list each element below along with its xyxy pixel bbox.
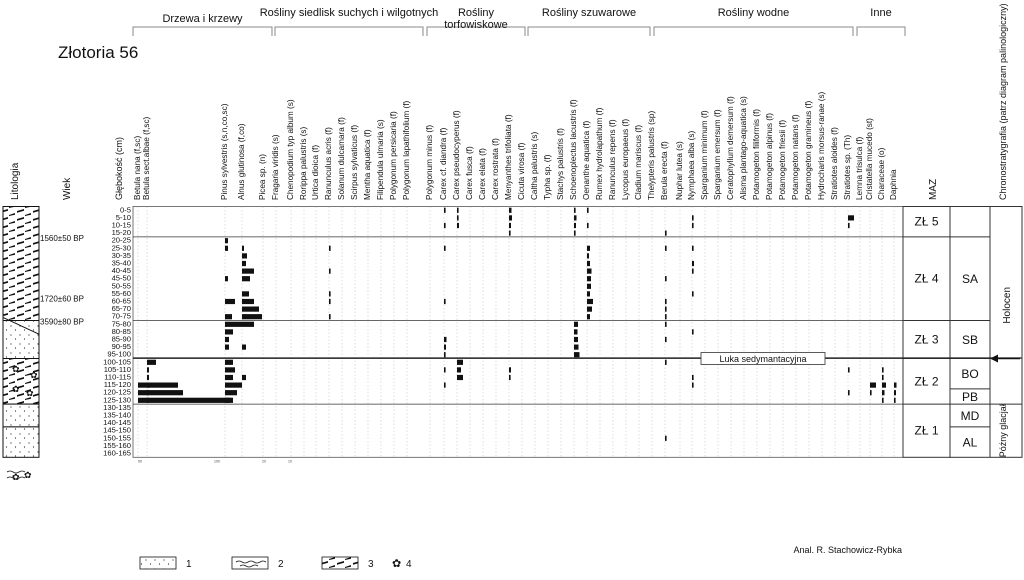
plant-remains-symbol: ✿	[12, 384, 20, 394]
abundance-bar	[587, 246, 590, 251]
abundance-bar	[138, 398, 230, 403]
taxon-label: Schoenoplectus lacustris (f)	[569, 99, 578, 200]
abundance-bar	[848, 223, 850, 228]
analyst-credit: Anal. R. Stachowicz-Rybka	[793, 545, 902, 555]
abundance-bar	[665, 231, 667, 236]
abundance-bar	[665, 322, 667, 327]
depth-label: 95-100	[107, 349, 131, 359]
taxon-label: Alnus glutinosa (f,co)	[237, 123, 246, 200]
abundance-bar	[444, 337, 447, 342]
taxon-label: Cicuta virosa (f)	[517, 142, 526, 200]
plant-remains-symbol: ✿	[30, 370, 38, 380]
abundance-bar	[574, 231, 576, 236]
taxon-label: Daphnia	[889, 169, 898, 200]
abundance-bar	[147, 390, 149, 395]
abundance-bar	[138, 383, 178, 388]
depth-label: 25-30	[111, 243, 131, 253]
abundance-bar	[225, 367, 235, 372]
abundance-bar	[457, 215, 459, 220]
depth-label: 160-165	[103, 448, 131, 458]
taxon-label: Sparganium minimum (f)	[700, 110, 709, 200]
abundance-bar	[665, 246, 667, 251]
abundance-bar	[587, 208, 589, 213]
taxon-label: Ranunculus repens (f)	[608, 119, 617, 200]
abundance-bar	[848, 215, 854, 220]
taxon-label: Oenanthe aquatica (f)	[582, 120, 591, 200]
abundance-bar	[242, 314, 262, 319]
taxon-label: Potamogeton friesii (f)	[778, 119, 787, 200]
period-label-holocene: Holocen	[1002, 286, 1013, 324]
group-bracket	[528, 27, 650, 36]
abundance-bar	[225, 345, 229, 350]
site-title: Złotoria 56	[58, 43, 139, 62]
depth-label: 5-10	[115, 212, 131, 222]
abundance-bar	[692, 383, 694, 388]
chrono-zone-label: BO	[961, 367, 979, 382]
taxon-label: Rorippa palustris (s)	[299, 126, 308, 200]
abundance-bar	[457, 375, 463, 380]
taxon-label: Cladium mariscus (f)	[634, 124, 643, 200]
taxon-label: Rumex hydrolapathum (f)	[595, 107, 604, 200]
age-header: Wiek	[62, 177, 73, 200]
abundance-bar	[225, 322, 242, 327]
abundance-bar	[587, 284, 591, 289]
abundance-bar	[242, 269, 254, 274]
depth-label: 45-50	[111, 273, 131, 283]
abundance-bar	[692, 215, 694, 220]
depth-label: 30-35	[111, 250, 131, 260]
depth-label: 115-120	[103, 380, 131, 390]
depth-label: 90-95	[111, 342, 131, 352]
depth-label: 40-45	[111, 266, 131, 276]
abundance-bar	[692, 329, 694, 334]
taxon-label: Stratiotes aloides (f)	[830, 127, 839, 200]
abundance-bar	[848, 390, 850, 395]
group-label-line: Rośliny	[457, 7, 495, 19]
depth-label: 145-150	[103, 425, 131, 435]
depth-label: 130-135	[103, 402, 131, 412]
plant-remains-symbol: ✿	[26, 388, 34, 398]
maz-zone-label: ZŁ 4	[914, 271, 939, 286]
taxon-label: Characeae (o)	[877, 147, 886, 200]
abundance-bar	[242, 276, 250, 281]
abundance-bar	[692, 291, 694, 296]
scale-tick-label: 20	[262, 459, 266, 464]
abundance-bar	[894, 390, 896, 395]
taxon-label: Ranunculus acris (f)	[324, 127, 333, 200]
abundance-bar	[457, 367, 461, 372]
abundance-bar	[242, 246, 244, 251]
depth-label: 135-140	[103, 410, 131, 420]
legend-swatch-sand-fill	[140, 557, 176, 569]
taxon-label: Thelypteris palustris (sp)	[647, 110, 656, 200]
abundance-bar	[509, 375, 511, 380]
abundance-bar	[587, 314, 590, 319]
abundance-bar	[242, 322, 254, 327]
abundance-bar	[242, 345, 246, 350]
abundance-bar	[509, 223, 511, 228]
taxon-label: Cristatella mucedo (st)	[865, 118, 874, 200]
taxon-label: Caltha palustris (s)	[530, 131, 539, 200]
maz-zone-label: ZŁ 3	[914, 332, 939, 347]
maz-zone-label: ZŁ 1	[914, 423, 939, 438]
group-bracket	[275, 27, 423, 36]
group-label: Drzewa i krzewy	[162, 13, 243, 25]
abundance-bar	[444, 246, 446, 251]
abundance-bar	[225, 329, 233, 334]
abundance-bar	[587, 291, 590, 296]
taxon-label: Stachys palustris (f)	[556, 128, 565, 200]
depth-label: 10-15	[111, 220, 131, 230]
abundance-bar	[225, 314, 232, 319]
depth-label: 85-90	[111, 334, 131, 344]
abundance-bar	[138, 390, 183, 395]
abundance-bar	[225, 360, 233, 365]
abundance-bar	[574, 337, 578, 342]
taxon-label: Potamogeton gramineus (f)	[804, 100, 813, 200]
abundance-bar	[574, 215, 577, 220]
abundance-bar	[692, 375, 694, 380]
abundance-bar	[225, 276, 228, 281]
chrono-header: Chronostratygrafia (patrz diagram palinologiczny)	[998, 3, 1008, 200]
abundance-bar	[574, 352, 580, 357]
group-label: Rośliny szuwarowe	[541, 7, 637, 19]
taxon-label: Potamogeton alpinus (f)	[765, 113, 774, 200]
abundance-bar	[692, 269, 694, 274]
abundance-bar	[242, 253, 247, 258]
depth-label: 100-105	[103, 357, 131, 367]
abundance-bar	[587, 269, 592, 274]
legend-label: 1	[186, 559, 192, 570]
abundance-bar	[225, 398, 233, 403]
taxon-label: Polygonum minus (f)	[425, 124, 434, 200]
abundance-bar	[444, 345, 446, 350]
lithology-header: Litologia	[10, 162, 21, 200]
abundance-bar	[444, 352, 446, 357]
taxon-label: Polygonum lapathifolium (f)	[402, 100, 411, 200]
depth-label: 15-20	[111, 228, 131, 238]
abundance-bar	[587, 223, 589, 228]
scale-tick-label: 10	[288, 459, 292, 464]
chrono-zone-label: AL	[962, 435, 978, 450]
taxon-label: Scirpus sylvaticus (f)	[350, 124, 359, 200]
group-label	[444, 7, 508, 31]
depth-label: 105-110	[103, 364, 131, 374]
age-label: 1720±60 BP	[40, 294, 84, 304]
taxon-label: Carex rostrata (f)	[491, 138, 500, 200]
taxon-label: Carex cf. diandra (f)	[439, 127, 448, 200]
taxon-label: Urtica dioica (f)	[311, 144, 320, 200]
taxon-label: Chenopodium typ album (s)	[286, 99, 295, 200]
abundance-bar	[147, 375, 149, 380]
abundance-bar	[574, 345, 579, 350]
scale-tick-label: 50	[138, 459, 142, 464]
depth-label: 155-160	[103, 440, 131, 450]
abundance-bar	[870, 383, 876, 388]
taxon-label: Nymphaea alba (s)	[687, 130, 696, 200]
abundance-bar	[692, 223, 694, 228]
abundance-bar	[882, 367, 884, 372]
abundance-bar	[147, 367, 149, 372]
abundance-bar	[894, 383, 897, 388]
maz-zone-label: ZŁ 5	[914, 214, 939, 229]
taxon-label: Nuphar lutea (s)	[675, 141, 684, 200]
taxon-label: Berula erecta (f)	[660, 141, 669, 200]
abundance-bar	[147, 360, 156, 365]
abundance-bar	[574, 208, 576, 213]
age-label: 1560±50 BP	[40, 233, 84, 243]
taxon-label: Solanum dulcamara (f)	[337, 117, 346, 200]
hiatus-label: Luka sedymantacyjna	[719, 354, 807, 364]
abundance-bar	[225, 375, 233, 380]
abundance-bar	[665, 307, 667, 312]
abundance-bar	[147, 383, 150, 388]
abundance-bar	[329, 299, 331, 304]
taxon-label: Stratiotes sp. (Th)	[843, 134, 852, 200]
abundance-bar	[329, 291, 331, 296]
legend-label: 2	[278, 559, 284, 570]
plant-remains-symbol: ✿	[24, 470, 32, 480]
abundance-bar	[509, 215, 512, 220]
group-label: Inne	[870, 7, 892, 19]
abundance-bar	[665, 360, 667, 365]
depth-label: 110-115	[104, 372, 131, 382]
abundance-bar	[882, 375, 884, 380]
chart-frame	[133, 207, 903, 458]
legend-plant-symbol: ✿	[392, 558, 402, 570]
chrono-zone-label: SB	[961, 333, 979, 347]
period-label-late-glacial: Późny glacjał	[998, 404, 1008, 458]
legend-label: 3	[368, 559, 374, 570]
depth-label: 35-40	[111, 258, 131, 268]
scale-tick-label: 100	[214, 459, 220, 464]
abundance-bar	[457, 208, 459, 213]
abundance-bar	[665, 314, 667, 319]
taxon-label: Menyanthes trifoliata (f)	[504, 114, 513, 200]
abundance-bar	[665, 337, 667, 342]
taxon-label: Potamogeton natans (f)	[791, 114, 800, 200]
taxon-label: Potamogeton filiformis (f)	[752, 108, 761, 200]
depth-label: 75-80	[111, 319, 131, 329]
taxon-label: Carex fusca (f)	[465, 146, 474, 200]
lithology-fill	[3, 207, 39, 321]
depth-label: 80-85	[111, 326, 131, 336]
abundance-bar	[882, 383, 886, 388]
maz-zone-label: ZŁ 2	[914, 374, 939, 389]
abundance-bar	[242, 299, 254, 304]
abundance-bar	[894, 398, 896, 403]
abundance-bar	[329, 246, 331, 251]
taxon-label: Lemna trisulca (f)	[855, 136, 864, 200]
group-bracket	[133, 27, 272, 36]
abundance-bar	[225, 246, 228, 251]
chrono-zone-label: SA	[961, 272, 979, 287]
chrono-zone-label: PB	[961, 390, 979, 404]
abundance-bar	[444, 208, 446, 213]
abundance-bar	[587, 307, 592, 312]
plant-remains-symbol: ✿	[12, 364, 20, 374]
abundance-bar	[882, 398, 884, 403]
depth-label: 0-5	[120, 205, 131, 215]
abundance-bar	[509, 208, 512, 213]
abundance-bar	[444, 299, 446, 304]
lithology-fill	[3, 427, 39, 457]
depth-label: 65-70	[111, 304, 131, 314]
taxon-label: Fragaria viridis (s)	[271, 134, 280, 200]
abundance-bar	[587, 261, 590, 266]
depth-label: 125-130	[103, 395, 131, 405]
taxon-label: Mentha aquatica (f)	[363, 129, 372, 200]
abundance-bar	[225, 390, 237, 395]
depth-header: Głębokość (cm)	[114, 136, 124, 200]
taxon-label: Alisma plantago-aquatica (s)	[739, 96, 748, 200]
abundance-bar	[665, 276, 667, 281]
group-bracket	[654, 27, 853, 36]
abundance-bar	[242, 291, 249, 296]
abundance-bar	[225, 299, 235, 304]
abundance-bar	[692, 246, 694, 251]
abundance-bar	[574, 322, 578, 327]
abundance-bar	[587, 299, 593, 304]
abundance-bar	[882, 390, 885, 395]
abundance-bar	[509, 231, 511, 236]
legend-swatch-peat-fill	[322, 557, 358, 569]
lithology-fill	[3, 404, 39, 427]
abundance-bar	[587, 253, 589, 258]
legend-label: 4	[406, 559, 412, 570]
depth-label: 120-125	[103, 387, 131, 397]
group-label: Rośliny siedlisk suchych i wilgotnych	[259, 7, 439, 19]
group-label-line: torfowiskowe	[444, 19, 508, 31]
taxon-label: Polygonum persicaria (f)	[389, 111, 398, 200]
depth-label: 50-55	[111, 281, 131, 291]
age-label: 3590±80 BP	[40, 317, 84, 327]
abundance-bar	[225, 337, 229, 342]
abundance-bar	[444, 383, 446, 388]
abundance-bar	[870, 390, 872, 395]
taxon-label: Picea sp. (n)	[258, 154, 267, 200]
depth-label: 140-145	[103, 418, 131, 428]
abundance-bar	[665, 299, 667, 304]
taxon-label: Lycopus europaeus (f)	[621, 118, 630, 200]
abundance-bar	[444, 367, 446, 372]
taxon-label: Hydrocharis morsus-ranae (s)	[817, 91, 826, 200]
depth-label: 70-75	[111, 311, 131, 321]
taxon-label: Pinus sylvestris (s,n,co,sc)	[220, 103, 229, 200]
depth-label: 60-65	[111, 296, 131, 306]
plant-remains-symbol: ✿	[12, 472, 20, 482]
abundance-bar	[587, 276, 591, 281]
abundance-bar	[457, 360, 463, 365]
abundance-bar	[329, 314, 331, 319]
taxon-label: Carex elata (f)	[478, 148, 487, 200]
depth-label: 55-60	[111, 288, 131, 298]
chrono-zone-label: MD	[960, 409, 980, 423]
abundance-bar	[329, 269, 331, 274]
taxon-label: Ceratophyllum demersum (f)	[726, 96, 735, 200]
abundance-bar	[665, 436, 667, 441]
abundance-bar	[574, 329, 578, 334]
abundance-bar	[147, 398, 149, 403]
abundance-bar	[225, 238, 228, 243]
abundance-bar	[457, 223, 459, 228]
hiatus-arrow-head	[990, 355, 998, 363]
abundance-bar	[574, 223, 576, 228]
depth-label: 150-155	[103, 433, 131, 443]
abundance-bar	[242, 307, 259, 312]
abundance-bar	[242, 261, 246, 266]
abundance-bar	[444, 223, 446, 228]
taxon-label: Betula sect.albae (f,sc)	[142, 116, 151, 200]
taxon-label: Sparganium emersum (f)	[713, 109, 722, 200]
group-label: Rośliny wodne	[717, 7, 790, 19]
lithology-fill	[3, 359, 39, 405]
taxon-label: Carex pseudocyperus (f)	[452, 110, 461, 200]
taxon-label: Typha sp. (f)	[543, 154, 552, 200]
abundance-bar	[225, 383, 242, 388]
abundance-bar	[509, 367, 511, 372]
taxon-label: Filipendula ulmaria (s)	[376, 119, 385, 200]
abundance-bar	[848, 367, 850, 372]
maz-header: MAZ	[928, 178, 939, 200]
depth-label: 20-25	[111, 235, 131, 245]
group-bracket	[857, 27, 905, 36]
taxon-label: Betula nana (f,sc)	[133, 135, 142, 200]
abundance-bar	[242, 375, 246, 380]
abundance-bar	[692, 261, 694, 266]
